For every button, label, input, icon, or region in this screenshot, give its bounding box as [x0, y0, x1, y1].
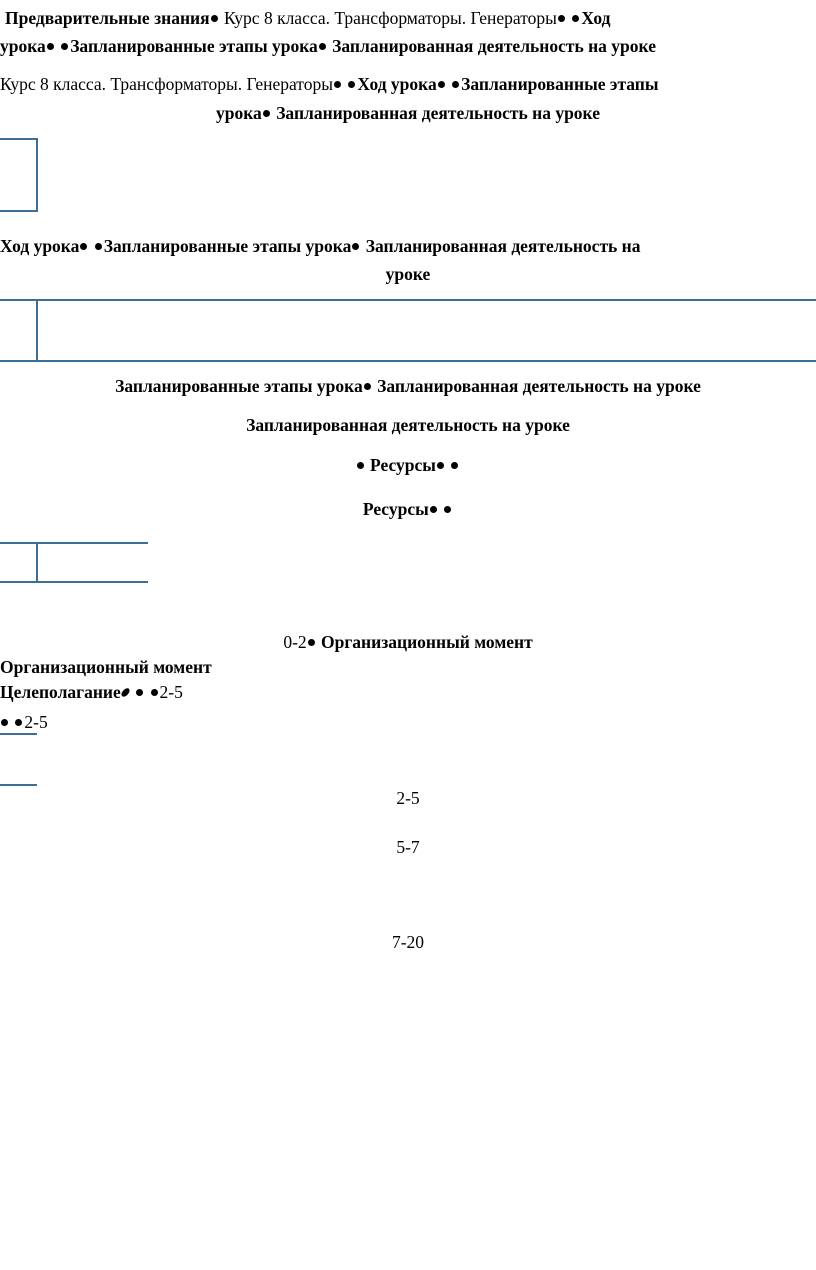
org-moment-heading — [0, 657, 212, 678]
table-border — [36, 138, 38, 212]
table-border — [0, 542, 148, 544]
bullet-icon — [61, 43, 68, 50]
bullet-icon — [1, 719, 8, 726]
resources-label: Ресурсы — [362, 499, 429, 519]
lesson-flow-label: Ход урока — [357, 74, 437, 94]
table-border — [0, 299, 816, 301]
planned-activity-label: Запланированная деятельность на — [361, 236, 641, 256]
planned-stages-label: Запланированные этапы урока — [103, 236, 352, 256]
time-value-text: 5-7 — [396, 837, 420, 857]
header-line-6 — [0, 264, 816, 285]
bullet-time-row — [0, 712, 48, 733]
bullet-icon — [47, 43, 54, 50]
bullet-icon — [15, 719, 22, 726]
goal-setting-label: Целеполагание — [0, 682, 121, 702]
bullet-icon — [211, 15, 218, 22]
bullet-icon — [357, 462, 364, 469]
bullet-icon — [352, 243, 359, 250]
table-border — [0, 733, 37, 735]
planned-stages-label: Запланированные этапы — [461, 74, 659, 94]
org-moment-row — [0, 632, 816, 653]
org-moment-label: Организационный момент — [316, 632, 533, 652]
planned-activity-label: Запланированная деятельность на уроке — [327, 36, 656, 56]
prior-knowledge-label: Предварительные знания — [5, 8, 210, 28]
lesson-word: урока — [0, 36, 46, 56]
bullet-icon — [437, 462, 444, 469]
bullet-icon — [451, 462, 458, 469]
bullet-icon — [308, 639, 315, 646]
header-line-7 — [0, 376, 816, 397]
table-border — [0, 581, 148, 583]
bullet-icon — [263, 110, 270, 117]
bullet-icon — [364, 383, 371, 390]
table-border — [0, 210, 37, 212]
resources-line-2 — [0, 499, 816, 520]
lesson-word: уроке — [385, 264, 431, 284]
bullet-icon — [334, 81, 341, 88]
bullet-icon — [95, 243, 102, 250]
resources-label: Ресурсы — [365, 455, 436, 475]
lesson-flow-label: Ход — [581, 8, 611, 28]
planned-activity-label: Запланированная деятельность на уроке — [271, 103, 600, 123]
bullet-icon — [444, 506, 451, 513]
bullet-icon — [438, 81, 445, 88]
bullet-icon — [319, 43, 326, 50]
goal-setting-time: 2-5 — [159, 682, 183, 702]
course-text: Курс 8 класса. Трансформаторы. Генераторы — [0, 74, 333, 94]
resources-line-1 — [0, 455, 816, 476]
bullet-time: 2-5 — [24, 712, 48, 732]
time-value-text: 7-20 — [391, 932, 425, 952]
lesson-flow-label: Ход урока — [0, 236, 80, 256]
table-border — [0, 138, 37, 140]
bullet-icon — [151, 689, 158, 696]
bullet-icon — [430, 506, 437, 513]
time-value-text: 2-5 — [396, 788, 420, 808]
org-moment-label: Организационный момент — [0, 657, 212, 677]
table-border — [0, 784, 37, 786]
planned-stages-label: Запланированные этапы урока — [70, 36, 318, 56]
table-border — [0, 360, 816, 362]
planned-activity-label: Запланированная деятельность на уроке — [246, 415, 570, 435]
header-line-4 — [0, 103, 816, 124]
bullet-icon — [452, 81, 459, 88]
course-text: Курс 8 класса. Трансформаторы. Генераторы — [219, 8, 557, 28]
header-line-1 — [5, 8, 611, 29]
planned-activity-label: Запланированная деятельность на уроке — [372, 376, 701, 396]
bullet-icon — [120, 688, 131, 696]
table-border — [36, 542, 38, 582]
time-value — [0, 932, 816, 953]
header-line-8 — [0, 415, 816, 436]
bullet-icon — [348, 81, 355, 88]
header-line-2 — [0, 36, 656, 57]
header-line-3 — [0, 74, 659, 95]
org-moment-time: 0-2 — [283, 632, 307, 652]
time-value — [0, 788, 816, 809]
bullet-icon — [558, 15, 565, 22]
bullet-icon — [136, 689, 143, 696]
bullet-icon — [572, 15, 579, 22]
header-line-5 — [0, 236, 641, 257]
time-value — [0, 837, 816, 858]
goal-setting-row — [0, 682, 183, 703]
bullet-icon — [80, 243, 87, 250]
planned-stages-label: Запланированные этапы урока — [115, 376, 363, 396]
table-border — [36, 299, 38, 361]
lesson-word: урока — [216, 103, 262, 123]
